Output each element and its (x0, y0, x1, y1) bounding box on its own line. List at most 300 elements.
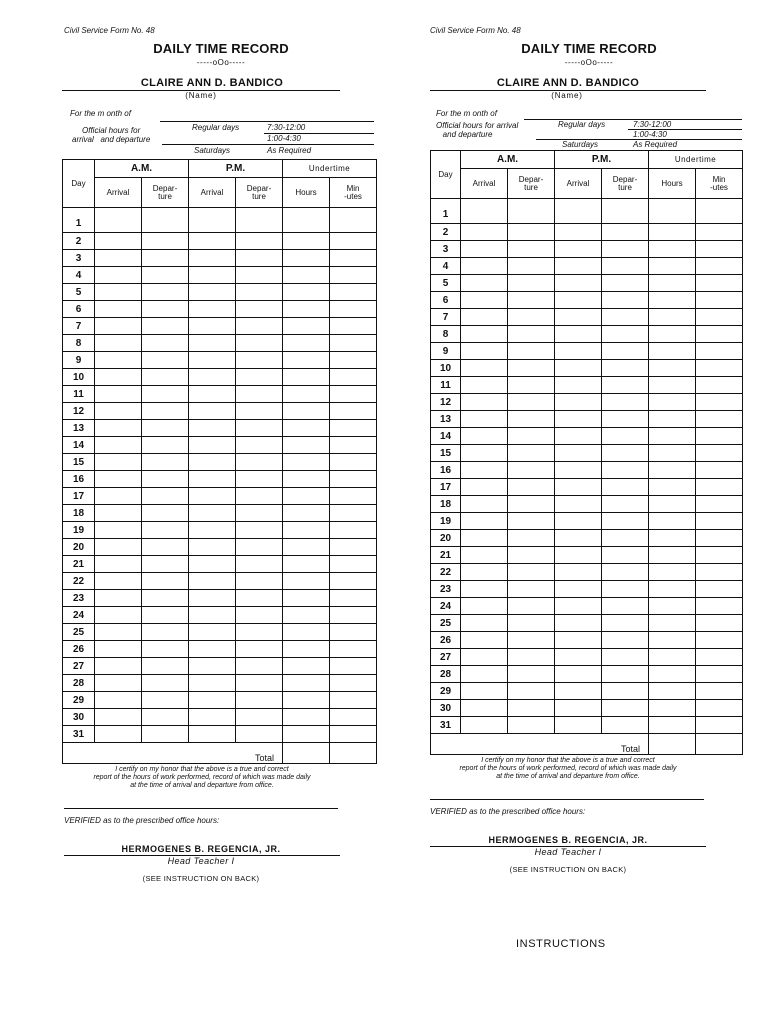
pm-departure-cell[interactable] (602, 462, 649, 479)
undertime-hours-cell[interactable] (649, 411, 696, 428)
am-departure-cell[interactable] (142, 301, 189, 318)
pm-departure-cell[interactable] (236, 369, 283, 386)
undertime-minutes-cell[interactable] (696, 649, 743, 666)
am-departure-cell[interactable] (508, 649, 555, 666)
undertime-minutes-cell[interactable] (696, 683, 743, 700)
pm-departure-cell[interactable] (236, 454, 283, 471)
pm-arrival-cell[interactable] (189, 641, 236, 658)
pm-arrival-cell[interactable] (555, 598, 602, 615)
am-arrival-cell[interactable] (461, 547, 508, 564)
undertime-minutes-cell[interactable] (330, 692, 377, 709)
pm-departure-cell[interactable] (602, 717, 649, 734)
pm-arrival-cell[interactable] (555, 309, 602, 326)
pm-departure-cell[interactable] (602, 700, 649, 717)
am-arrival-cell[interactable] (95, 709, 142, 726)
am-arrival-cell[interactable] (461, 530, 508, 547)
am-departure-cell[interactable] (142, 573, 189, 590)
pm-departure-cell[interactable] (236, 675, 283, 692)
undertime-minutes-cell[interactable] (330, 522, 377, 539)
pm-departure-cell[interactable] (602, 360, 649, 377)
am-departure-cell[interactable] (508, 530, 555, 547)
total-hours-cell[interactable] (283, 743, 330, 764)
am-departure-cell[interactable] (508, 292, 555, 309)
undertime-hours-cell[interactable] (283, 471, 330, 488)
pm-arrival-cell[interactable] (555, 326, 602, 343)
undertime-hours-cell[interactable] (283, 573, 330, 590)
undertime-hours-cell[interactable] (283, 590, 330, 607)
pm-arrival-cell[interactable] (555, 377, 602, 394)
pm-departure-cell[interactable] (602, 394, 649, 411)
am-arrival-cell[interactable] (461, 717, 508, 734)
am-arrival-cell[interactable] (95, 658, 142, 675)
am-arrival-cell[interactable] (461, 309, 508, 326)
undertime-hours-cell[interactable] (649, 360, 696, 377)
am-arrival-cell[interactable] (95, 726, 142, 743)
am-arrival-cell[interactable] (461, 411, 508, 428)
pm-departure-cell[interactable] (236, 420, 283, 437)
am-arrival-cell[interactable] (95, 556, 142, 573)
am-arrival-cell[interactable] (95, 675, 142, 692)
pm-arrival-cell[interactable] (189, 403, 236, 420)
undertime-minutes-cell[interactable] (696, 547, 743, 564)
undertime-hours-cell[interactable] (283, 301, 330, 318)
undertime-hours-cell[interactable] (649, 581, 696, 598)
undertime-minutes-cell[interactable] (330, 726, 377, 743)
pm-arrival-cell[interactable] (189, 726, 236, 743)
pm-arrival-cell[interactable] (189, 590, 236, 607)
undertime-minutes-cell[interactable] (330, 658, 377, 675)
am-departure-cell[interactable] (508, 462, 555, 479)
undertime-minutes-cell[interactable] (330, 573, 377, 590)
pm-departure-cell[interactable] (236, 726, 283, 743)
undertime-hours-cell[interactable] (649, 547, 696, 564)
am-arrival-cell[interactable] (95, 335, 142, 352)
am-arrival-cell[interactable] (95, 233, 142, 250)
undertime-minutes-cell[interactable] (696, 479, 743, 496)
undertime-minutes-cell[interactable] (330, 250, 377, 267)
am-departure-cell[interactable] (142, 658, 189, 675)
am-departure-cell[interactable] (142, 284, 189, 301)
am-departure-cell[interactable] (508, 241, 555, 258)
undertime-hours-cell[interactable] (649, 445, 696, 462)
pm-departure-cell[interactable] (236, 624, 283, 641)
undertime-minutes-cell[interactable] (330, 233, 377, 250)
undertime-hours-cell[interactable] (283, 539, 330, 556)
undertime-hours-cell[interactable] (283, 216, 330, 233)
am-arrival-cell[interactable] (95, 573, 142, 590)
undertime-minutes-cell[interactable] (696, 700, 743, 717)
undertime-hours-cell[interactable] (649, 343, 696, 360)
undertime-minutes-cell[interactable] (330, 267, 377, 284)
pm-arrival-cell[interactable] (189, 658, 236, 675)
undertime-hours-cell[interactable] (649, 258, 696, 275)
pm-arrival-cell[interactable] (555, 683, 602, 700)
pm-arrival-cell[interactable] (555, 462, 602, 479)
undertime-minutes-cell[interactable] (330, 352, 377, 369)
pm-arrival-cell[interactable] (555, 564, 602, 581)
pm-departure-cell[interactable] (236, 607, 283, 624)
undertime-hours-cell[interactable] (283, 369, 330, 386)
am-arrival-cell[interactable] (95, 522, 142, 539)
am-departure-cell[interactable] (508, 377, 555, 394)
undertime-minutes-cell[interactable] (696, 581, 743, 598)
undertime-minutes-cell[interactable] (696, 258, 743, 275)
total-minutes-cell[interactable] (696, 734, 743, 755)
pm-departure-cell[interactable] (236, 284, 283, 301)
pm-departure-cell[interactable] (602, 564, 649, 581)
undertime-hours-cell[interactable] (283, 692, 330, 709)
am-departure-cell[interactable] (508, 445, 555, 462)
undertime-hours-cell[interactable] (649, 496, 696, 513)
pm-arrival-cell[interactable] (189, 522, 236, 539)
am-departure-cell[interactable] (508, 394, 555, 411)
am-arrival-cell[interactable] (461, 513, 508, 530)
undertime-minutes-cell[interactable] (696, 598, 743, 615)
am-arrival-cell[interactable] (461, 394, 508, 411)
pm-arrival-cell[interactable] (189, 369, 236, 386)
pm-arrival-cell[interactable] (555, 632, 602, 649)
undertime-hours-cell[interactable] (649, 683, 696, 700)
am-arrival-cell[interactable] (95, 267, 142, 284)
am-departure-cell[interactable] (142, 709, 189, 726)
am-departure-cell[interactable] (142, 352, 189, 369)
pm-departure-cell[interactable] (236, 386, 283, 403)
pm-departure-cell[interactable] (236, 335, 283, 352)
pm-departure-cell[interactable] (602, 224, 649, 241)
pm-arrival-cell[interactable] (555, 207, 602, 224)
am-arrival-cell[interactable] (461, 292, 508, 309)
am-departure-cell[interactable] (142, 403, 189, 420)
pm-arrival-cell[interactable] (189, 250, 236, 267)
pm-departure-cell[interactable] (236, 301, 283, 318)
pm-departure-cell[interactable] (602, 258, 649, 275)
undertime-minutes-cell[interactable] (330, 403, 377, 420)
pm-departure-cell[interactable] (236, 488, 283, 505)
undertime-hours-cell[interactable] (283, 352, 330, 369)
undertime-minutes-cell[interactable] (330, 590, 377, 607)
undertime-minutes-cell[interactable] (696, 292, 743, 309)
undertime-hours-cell[interactable] (283, 522, 330, 539)
pm-arrival-cell[interactable] (189, 284, 236, 301)
pm-arrival-cell[interactable] (555, 530, 602, 547)
pm-departure-cell[interactable] (236, 641, 283, 658)
undertime-hours-cell[interactable] (283, 233, 330, 250)
am-arrival-cell[interactable] (95, 590, 142, 607)
am-departure-cell[interactable] (508, 564, 555, 581)
undertime-hours-cell[interactable] (283, 624, 330, 641)
pm-departure-cell[interactable] (236, 403, 283, 420)
am-arrival-cell[interactable] (461, 258, 508, 275)
am-departure-cell[interactable] (142, 505, 189, 522)
pm-departure-cell[interactable] (602, 496, 649, 513)
pm-departure-cell[interactable] (236, 692, 283, 709)
am-departure-cell[interactable] (142, 454, 189, 471)
pm-arrival-cell[interactable] (555, 700, 602, 717)
undertime-minutes-cell[interactable] (330, 556, 377, 573)
undertime-hours-cell[interactable] (283, 386, 330, 403)
pm-arrival-cell[interactable] (189, 573, 236, 590)
am-arrival-cell[interactable] (461, 377, 508, 394)
am-departure-cell[interactable] (142, 488, 189, 505)
am-arrival-cell[interactable] (95, 369, 142, 386)
pm-arrival-cell[interactable] (555, 547, 602, 564)
pm-arrival-cell[interactable] (189, 216, 236, 233)
pm-departure-cell[interactable] (602, 309, 649, 326)
am-departure-cell[interactable] (508, 326, 555, 343)
undertime-minutes-cell[interactable] (330, 505, 377, 522)
pm-arrival-cell[interactable] (555, 717, 602, 734)
pm-arrival-cell[interactable] (189, 335, 236, 352)
pm-arrival-cell[interactable] (555, 649, 602, 666)
pm-arrival-cell[interactable] (189, 471, 236, 488)
am-departure-cell[interactable] (142, 318, 189, 335)
undertime-hours-cell[interactable] (649, 700, 696, 717)
am-arrival-cell[interactable] (95, 454, 142, 471)
undertime-minutes-cell[interactable] (330, 420, 377, 437)
am-departure-cell[interactable] (508, 666, 555, 683)
undertime-minutes-cell[interactable] (696, 275, 743, 292)
am-departure-cell[interactable] (508, 360, 555, 377)
pm-departure-cell[interactable] (602, 428, 649, 445)
undertime-hours-cell[interactable] (649, 326, 696, 343)
am-arrival-cell[interactable] (461, 224, 508, 241)
am-departure-cell[interactable] (142, 607, 189, 624)
am-arrival-cell[interactable] (95, 301, 142, 318)
undertime-hours-cell[interactable] (283, 675, 330, 692)
pm-arrival-cell[interactable] (189, 386, 236, 403)
am-arrival-cell[interactable] (95, 216, 142, 233)
undertime-hours-cell[interactable] (649, 479, 696, 496)
pm-departure-cell[interactable] (602, 275, 649, 292)
am-departure-cell[interactable] (142, 726, 189, 743)
undertime-minutes-cell[interactable] (696, 445, 743, 462)
pm-arrival-cell[interactable] (189, 607, 236, 624)
undertime-hours-cell[interactable] (283, 420, 330, 437)
undertime-minutes-cell[interactable] (696, 360, 743, 377)
pm-arrival-cell[interactable] (189, 420, 236, 437)
am-arrival-cell[interactable] (461, 496, 508, 513)
pm-arrival-cell[interactable] (555, 513, 602, 530)
am-departure-cell[interactable] (508, 428, 555, 445)
undertime-hours-cell[interactable] (649, 377, 696, 394)
undertime-hours-cell[interactable] (649, 394, 696, 411)
pm-arrival-cell[interactable] (555, 258, 602, 275)
undertime-minutes-cell[interactable] (696, 309, 743, 326)
am-arrival-cell[interactable] (461, 615, 508, 632)
am-departure-cell[interactable] (508, 496, 555, 513)
undertime-hours-cell[interactable] (649, 462, 696, 479)
undertime-hours-cell[interactable] (649, 224, 696, 241)
am-departure-cell[interactable] (142, 471, 189, 488)
am-departure-cell[interactable] (142, 369, 189, 386)
undertime-hours-cell[interactable] (283, 488, 330, 505)
pm-departure-cell[interactable] (602, 411, 649, 428)
am-arrival-cell[interactable] (95, 488, 142, 505)
undertime-hours-cell[interactable] (649, 513, 696, 530)
am-departure-cell[interactable] (508, 207, 555, 224)
undertime-minutes-cell[interactable] (330, 539, 377, 556)
pm-arrival-cell[interactable] (555, 615, 602, 632)
am-departure-cell[interactable] (508, 547, 555, 564)
am-departure-cell[interactable] (508, 632, 555, 649)
undertime-minutes-cell[interactable] (696, 513, 743, 530)
am-arrival-cell[interactable] (95, 471, 142, 488)
undertime-hours-cell[interactable] (649, 309, 696, 326)
pm-arrival-cell[interactable] (189, 488, 236, 505)
pm-arrival-cell[interactable] (189, 301, 236, 318)
pm-arrival-cell[interactable] (555, 428, 602, 445)
undertime-minutes-cell[interactable] (696, 717, 743, 734)
undertime-minutes-cell[interactable] (330, 607, 377, 624)
pm-departure-cell[interactable] (602, 649, 649, 666)
pm-arrival-cell[interactable] (189, 318, 236, 335)
am-departure-cell[interactable] (508, 411, 555, 428)
undertime-hours-cell[interactable] (649, 649, 696, 666)
am-arrival-cell[interactable] (461, 326, 508, 343)
pm-arrival-cell[interactable] (189, 539, 236, 556)
am-departure-cell[interactable] (508, 224, 555, 241)
total-minutes-cell[interactable] (330, 743, 377, 764)
am-arrival-cell[interactable] (461, 666, 508, 683)
pm-arrival-cell[interactable] (189, 352, 236, 369)
am-departure-cell[interactable] (508, 513, 555, 530)
undertime-minutes-cell[interactable] (330, 675, 377, 692)
pm-arrival-cell[interactable] (555, 343, 602, 360)
pm-departure-cell[interactable] (236, 505, 283, 522)
pm-arrival-cell[interactable] (555, 360, 602, 377)
pm-arrival-cell[interactable] (189, 675, 236, 692)
undertime-hours-cell[interactable] (283, 335, 330, 352)
am-arrival-cell[interactable] (95, 641, 142, 658)
pm-departure-cell[interactable] (236, 573, 283, 590)
undertime-minutes-cell[interactable] (696, 377, 743, 394)
pm-arrival-cell[interactable] (189, 454, 236, 471)
am-arrival-cell[interactable] (461, 275, 508, 292)
pm-arrival-cell[interactable] (555, 275, 602, 292)
am-arrival-cell[interactable] (461, 632, 508, 649)
pm-departure-cell[interactable] (602, 598, 649, 615)
pm-departure-cell[interactable] (236, 267, 283, 284)
pm-departure-cell[interactable] (236, 437, 283, 454)
am-departure-cell[interactable] (142, 522, 189, 539)
am-departure-cell[interactable] (142, 233, 189, 250)
pm-departure-cell[interactable] (602, 207, 649, 224)
undertime-minutes-cell[interactable] (330, 335, 377, 352)
am-departure-cell[interactable] (142, 624, 189, 641)
pm-departure-cell[interactable] (602, 343, 649, 360)
undertime-minutes-cell[interactable] (330, 386, 377, 403)
undertime-hours-cell[interactable] (649, 292, 696, 309)
am-arrival-cell[interactable] (461, 479, 508, 496)
am-departure-cell[interactable] (142, 216, 189, 233)
pm-departure-cell[interactable] (602, 547, 649, 564)
am-departure-cell[interactable] (142, 420, 189, 437)
am-arrival-cell[interactable] (95, 284, 142, 301)
pm-arrival-cell[interactable] (189, 692, 236, 709)
am-arrival-cell[interactable] (95, 386, 142, 403)
am-arrival-cell[interactable] (95, 539, 142, 556)
undertime-minutes-cell[interactable] (696, 326, 743, 343)
pm-arrival-cell[interactable] (555, 666, 602, 683)
pm-departure-cell[interactable] (236, 471, 283, 488)
pm-departure-cell[interactable] (602, 615, 649, 632)
undertime-minutes-cell[interactable] (696, 394, 743, 411)
pm-departure-cell[interactable] (602, 632, 649, 649)
pm-departure-cell[interactable] (236, 590, 283, 607)
pm-departure-cell[interactable] (236, 556, 283, 573)
am-arrival-cell[interactable] (95, 352, 142, 369)
am-arrival-cell[interactable] (461, 360, 508, 377)
am-departure-cell[interactable] (508, 683, 555, 700)
pm-departure-cell[interactable] (236, 522, 283, 539)
am-departure-cell[interactable] (508, 598, 555, 615)
pm-departure-cell[interactable] (602, 666, 649, 683)
undertime-minutes-cell[interactable] (330, 437, 377, 454)
am-departure-cell[interactable] (508, 717, 555, 734)
undertime-hours-cell[interactable] (649, 632, 696, 649)
undertime-hours-cell[interactable] (649, 666, 696, 683)
undertime-hours-cell[interactable] (649, 717, 696, 734)
pm-arrival-cell[interactable] (189, 624, 236, 641)
am-arrival-cell[interactable] (95, 437, 142, 454)
pm-arrival-cell[interactable] (555, 394, 602, 411)
undertime-minutes-cell[interactable] (696, 428, 743, 445)
am-arrival-cell[interactable] (95, 607, 142, 624)
undertime-hours-cell[interactable] (283, 250, 330, 267)
undertime-minutes-cell[interactable] (696, 207, 743, 224)
am-arrival-cell[interactable] (461, 207, 508, 224)
undertime-minutes-cell[interactable] (330, 624, 377, 641)
undertime-hours-cell[interactable] (283, 454, 330, 471)
undertime-hours-cell[interactable] (649, 207, 696, 224)
pm-departure-cell[interactable] (236, 233, 283, 250)
undertime-hours-cell[interactable] (283, 284, 330, 301)
undertime-minutes-cell[interactable] (330, 709, 377, 726)
undertime-minutes-cell[interactable] (696, 241, 743, 258)
undertime-hours-cell[interactable] (283, 505, 330, 522)
am-arrival-cell[interactable] (461, 649, 508, 666)
undertime-minutes-cell[interactable] (330, 301, 377, 318)
pm-departure-cell[interactable] (236, 539, 283, 556)
undertime-hours-cell[interactable] (283, 267, 330, 284)
pm-arrival-cell[interactable] (189, 505, 236, 522)
am-departure-cell[interactable] (142, 539, 189, 556)
undertime-hours-cell[interactable] (649, 598, 696, 615)
pm-departure-cell[interactable] (602, 292, 649, 309)
undertime-hours-cell[interactable] (283, 403, 330, 420)
am-arrival-cell[interactable] (461, 700, 508, 717)
pm-arrival-cell[interactable] (189, 709, 236, 726)
am-arrival-cell[interactable] (95, 318, 142, 335)
am-departure-cell[interactable] (142, 386, 189, 403)
pm-arrival-cell[interactable] (555, 496, 602, 513)
undertime-minutes-cell[interactable] (696, 411, 743, 428)
am-departure-cell[interactable] (508, 275, 555, 292)
undertime-minutes-cell[interactable] (330, 641, 377, 658)
pm-arrival-cell[interactable] (555, 479, 602, 496)
am-departure-cell[interactable] (142, 267, 189, 284)
undertime-minutes-cell[interactable] (696, 496, 743, 513)
pm-arrival-cell[interactable] (189, 267, 236, 284)
undertime-minutes-cell[interactable] (330, 284, 377, 301)
pm-departure-cell[interactable] (236, 352, 283, 369)
am-arrival-cell[interactable] (461, 428, 508, 445)
am-arrival-cell[interactable] (461, 581, 508, 598)
undertime-hours-cell[interactable] (649, 530, 696, 547)
total-hours-cell[interactable] (649, 734, 696, 755)
pm-departure-cell[interactable] (602, 445, 649, 462)
pm-arrival-cell[interactable] (189, 556, 236, 573)
